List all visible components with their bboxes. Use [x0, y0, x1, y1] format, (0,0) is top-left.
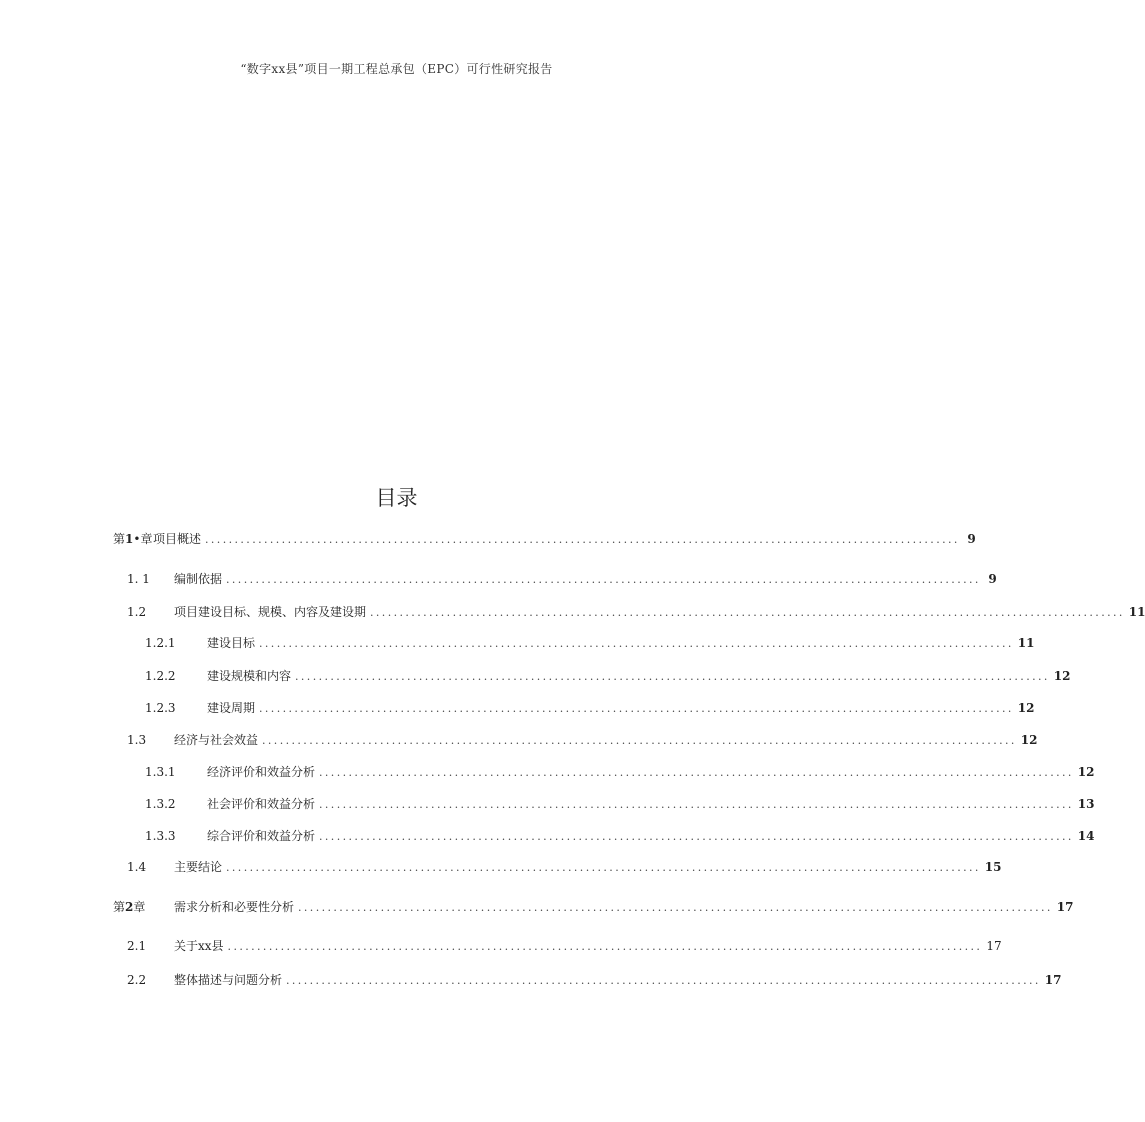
- toc-entry-page: 17: [1056, 900, 1074, 914]
- toc-entry-page: 15: [984, 860, 1002, 874]
- toc-entry-page: 13: [1077, 797, 1095, 811]
- toc-entry-1-1[interactable]: [127, 571, 997, 587]
- toc-entry-page: 12: [1077, 765, 1095, 779]
- toc-entry-1-2-1[interactable]: [145, 635, 1035, 651]
- toc-entry-1-3-3[interactable]: [145, 828, 1095, 844]
- toc-entry-label: 项目概述: [153, 532, 202, 546]
- toc-entry-page: 9: [988, 572, 997, 586]
- toc-entry-2-2[interactable]: [127, 972, 1062, 988]
- toc-entry-number: 1.2.1: [145, 636, 176, 650]
- toc-entry-label: 建设目标: [207, 636, 256, 650]
- toc-entry-1-3-1[interactable]: [145, 764, 1095, 780]
- toc-entry-2-1[interactable]: [127, 938, 1002, 954]
- toc-entry-number: 第2章: [113, 900, 146, 914]
- toc-dot-leader: ................................................................................................................................: [227, 940, 983, 953]
- toc-entry-number: 1. 1: [127, 572, 150, 586]
- toc-entry-label: 经济评价和效益分析: [207, 765, 316, 779]
- toc-dot-leader: ................................................................................................................................: [298, 901, 1053, 914]
- toc-entry-number: 1.4: [127, 860, 147, 874]
- toc-entry-label: 主要结论: [174, 860, 223, 874]
- toc-entry-label: 整体描述与问题分析: [174, 973, 283, 987]
- toc-entry-number: 2.2: [127, 973, 147, 987]
- toc-entry-label: 综合评价和效益分析: [207, 829, 316, 843]
- toc-title: 目录: [375, 486, 418, 510]
- toc-entry-number: 1.3.3: [145, 829, 176, 843]
- toc-entry-1-2-2[interactable]: [145, 668, 1071, 684]
- toc-entry-label: 项目建设目标、规模、内容及建设期: [174, 605, 367, 619]
- toc-entry-number: 第1•章: [113, 532, 153, 546]
- toc-entry-page: 12: [1053, 669, 1071, 683]
- toc-entry-label: 建设规模和内容: [207, 669, 292, 683]
- toc-dot-leader: ................................................................................................................................: [286, 974, 1041, 987]
- toc-entry-number: 1.3.2: [145, 797, 176, 811]
- toc-entry-1-4[interactable]: [127, 859, 1002, 875]
- toc-entry-1-2-3[interactable]: [145, 700, 1035, 716]
- toc-entry-label: 建设周期: [207, 701, 256, 715]
- toc-entry-page: 11: [1017, 636, 1035, 650]
- toc-dot-leader: ................................................................................................................................: [226, 573, 981, 586]
- toc-entry-number: 2.1: [127, 939, 147, 953]
- toc-dot-leader: ................................................................................................................................: [259, 702, 1014, 715]
- toc-entry-1-2[interactable]: [127, 604, 1145, 620]
- toc-entry-label: 需求分析和必要性分析: [174, 900, 295, 914]
- toc-dot-leader: ................................................................................................................................: [205, 533, 960, 546]
- toc-dot-leader: ................................................................................................................................: [295, 670, 1050, 683]
- toc-entry-number: 1.2.3: [145, 701, 176, 715]
- toc-entry-number: 1.3: [127, 733, 147, 747]
- toc-entry-chapter-2[interactable]: [113, 899, 1074, 915]
- toc-entry-number: 1.2: [127, 605, 147, 619]
- toc-dot-leader: ................................................................................................................................: [319, 766, 1074, 779]
- toc-entry-page: 17: [986, 939, 1002, 953]
- toc-dot-leader: ................................................................................................................................: [262, 734, 1017, 747]
- toc-entry-label: 编制依据: [174, 572, 223, 586]
- toc-entry-page: 12: [1020, 733, 1038, 747]
- toc-dot-leader: ................................................................................................................................: [319, 830, 1074, 843]
- toc-entry-number: 1.3.1: [145, 765, 176, 779]
- toc-entry-1-3[interactable]: [127, 732, 1038, 748]
- toc-dot-leader: ................................................................................................................................: [226, 861, 981, 874]
- toc-entry-number: 1.2.2: [145, 669, 176, 683]
- toc-dot-leader: ................................................................................................................................: [370, 606, 1125, 619]
- toc-entry-page: 11: [1128, 605, 1145, 619]
- toc-entry-label: 经济与社会效益: [174, 733, 259, 747]
- toc-entry-page: 17: [1044, 973, 1062, 987]
- toc-entry-chapter-1[interactable]: [113, 531, 976, 547]
- page-header: “数字xx县”项目一期工程总承包（EPC）可行性研究报告: [240, 62, 553, 76]
- toc-dot-leader: ................................................................................................................................: [319, 798, 1074, 811]
- toc-entry-1-3-2[interactable]: [145, 796, 1095, 812]
- toc-entry-page: 12: [1017, 701, 1035, 715]
- toc-dot-leader: ................................................................................................................................: [259, 637, 1014, 650]
- toc-entry-label: 关于xx县: [174, 939, 224, 953]
- toc-entry-page: 9: [967, 532, 976, 546]
- toc-entry-page: 14: [1077, 829, 1095, 843]
- toc-entry-label: 社会评价和效益分析: [207, 797, 316, 811]
